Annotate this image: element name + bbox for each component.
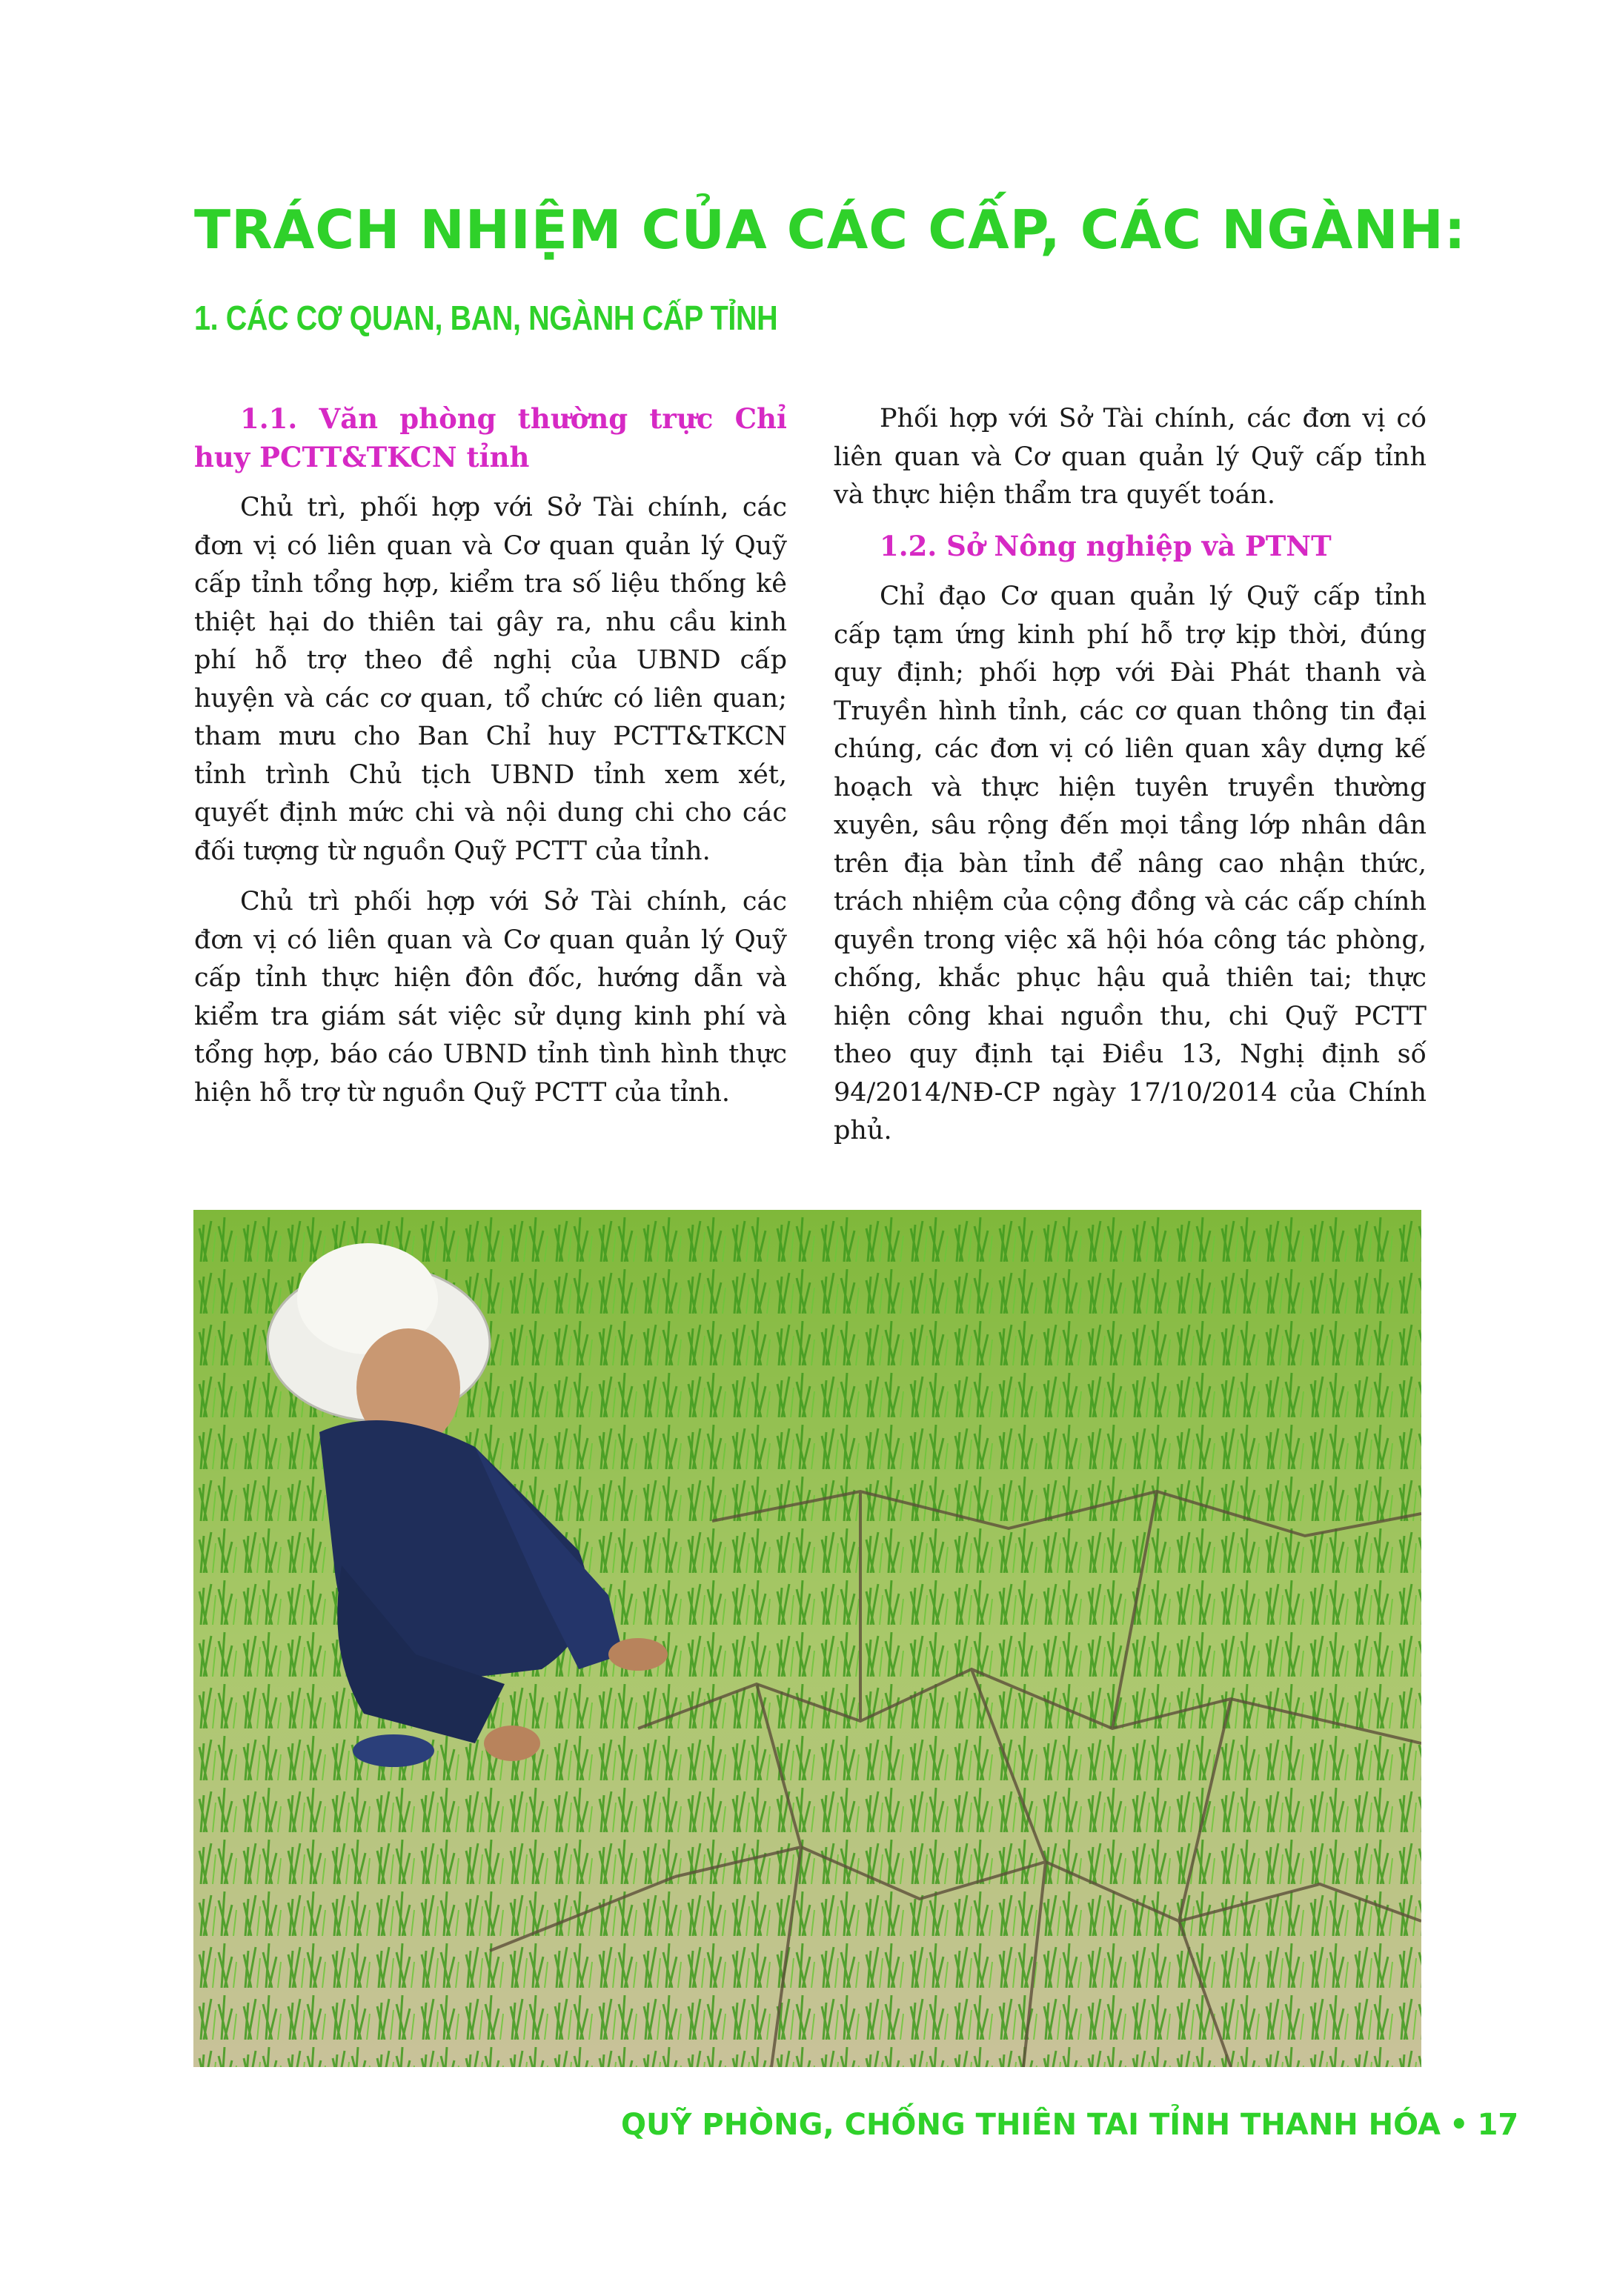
section-title: 1. CÁC CƠ QUAN, BAN, NGÀNH CẤP TỈNH (194, 299, 778, 337)
body-paragraph: Chủ trì phối hợp với Sở Tài chính, các đơn vị có liên quan và Cơ quan quản lý Quỹ cấp tỉnh thực hiện đôn đốc, hướng dẫn và kiểm tra giám sát việc sử dụng kinh phí và tổng hợp, báo cáo UBND tỉnh tình hình thực hiện hỗ trợ từ nguồn Quỹ PCTT của tỉnh. (194, 887, 787, 1108)
left-column (194, 400, 787, 1125)
right-column (834, 400, 1427, 1163)
page-footer (621, 2108, 1519, 2142)
footer-separator: • (1449, 2108, 1469, 2142)
photo-farmer-drought-field (193, 1210, 1421, 2067)
subheading-1-2: 1.2. Sở Nông nghiệp và PTNT (880, 529, 1332, 562)
body-paragraph: Chủ trì, phối hợp với Sở Tài chính, các đơn vị có liên quan và Cơ quan quản lý Quỹ cấp tỉnh tổng hợp, kiểm tra số liệu thống kê thiệt hại do thiên tai gây ra, nhu cầu kinh phí hỗ trợ theo đề nghị của UBND cấp huyện và các cơ quan, tổ chức có liên quan; tham mưu cho Ban Chỉ huy PCTT&TKCN tỉnh trình Chủ tịch UBND tỉnh xem xét, quyết định mức chi và nội dung chi cho các đối tượng từ nguồn Quỹ PCTT của tỉnh. (194, 493, 787, 866)
subheading-1-1: 1.1. Văn phòng thường trực Chỉ huy PCTT&TKCN tỉnh (194, 402, 787, 473)
body-paragraph: Chỉ đạo Cơ quan quản lý Quỹ cấp tỉnh cấp tạm ứng kinh phí hỗ trợ kịp thời, đúng quy định; phối hợp với Đài Phát thanh và Truyền hình tỉnh, các cơ quan thông tin đại chúng, các đơn vị có liên quan xây dựng kế hoạch và thực hiện tuyên truyền thường xuyên, sâu rộng đến mọi tầng lớp nhân dân trên địa bàn tỉnh để nâng cao nhận thức, trách nhiệm của cộng đồng và các cấp chính quyền trong việc xã hội hóa công tác phòng, chống, khắc phục hậu quả thiên tai; thực hiện công khai nguồn thu, chi Quỹ PCTT theo quy định tại Điều 13, Nghị định số 94/2014/NĐ-CP ngày 17/10/2014 của Chính phủ. (834, 582, 1427, 1145)
page-number: 17 (1477, 2108, 1519, 2142)
page-title: TRÁCH NHIỆM CỦA CÁC CẤP, CÁC NGÀNH: (194, 199, 1467, 261)
body-paragraph: Phối hợp với Sở Tài chính, các đơn vị có liên quan và Cơ quan quản lý Quỹ cấp tỉnh và thực hiện thẩm tra quyết toán. (834, 404, 1427, 510)
photo-illustration (193, 1210, 1421, 2067)
footer-title: QUỸ PHÒNG, CHỐNG THIÊN TAI TỈNH THANH HÓA (621, 2108, 1441, 2142)
